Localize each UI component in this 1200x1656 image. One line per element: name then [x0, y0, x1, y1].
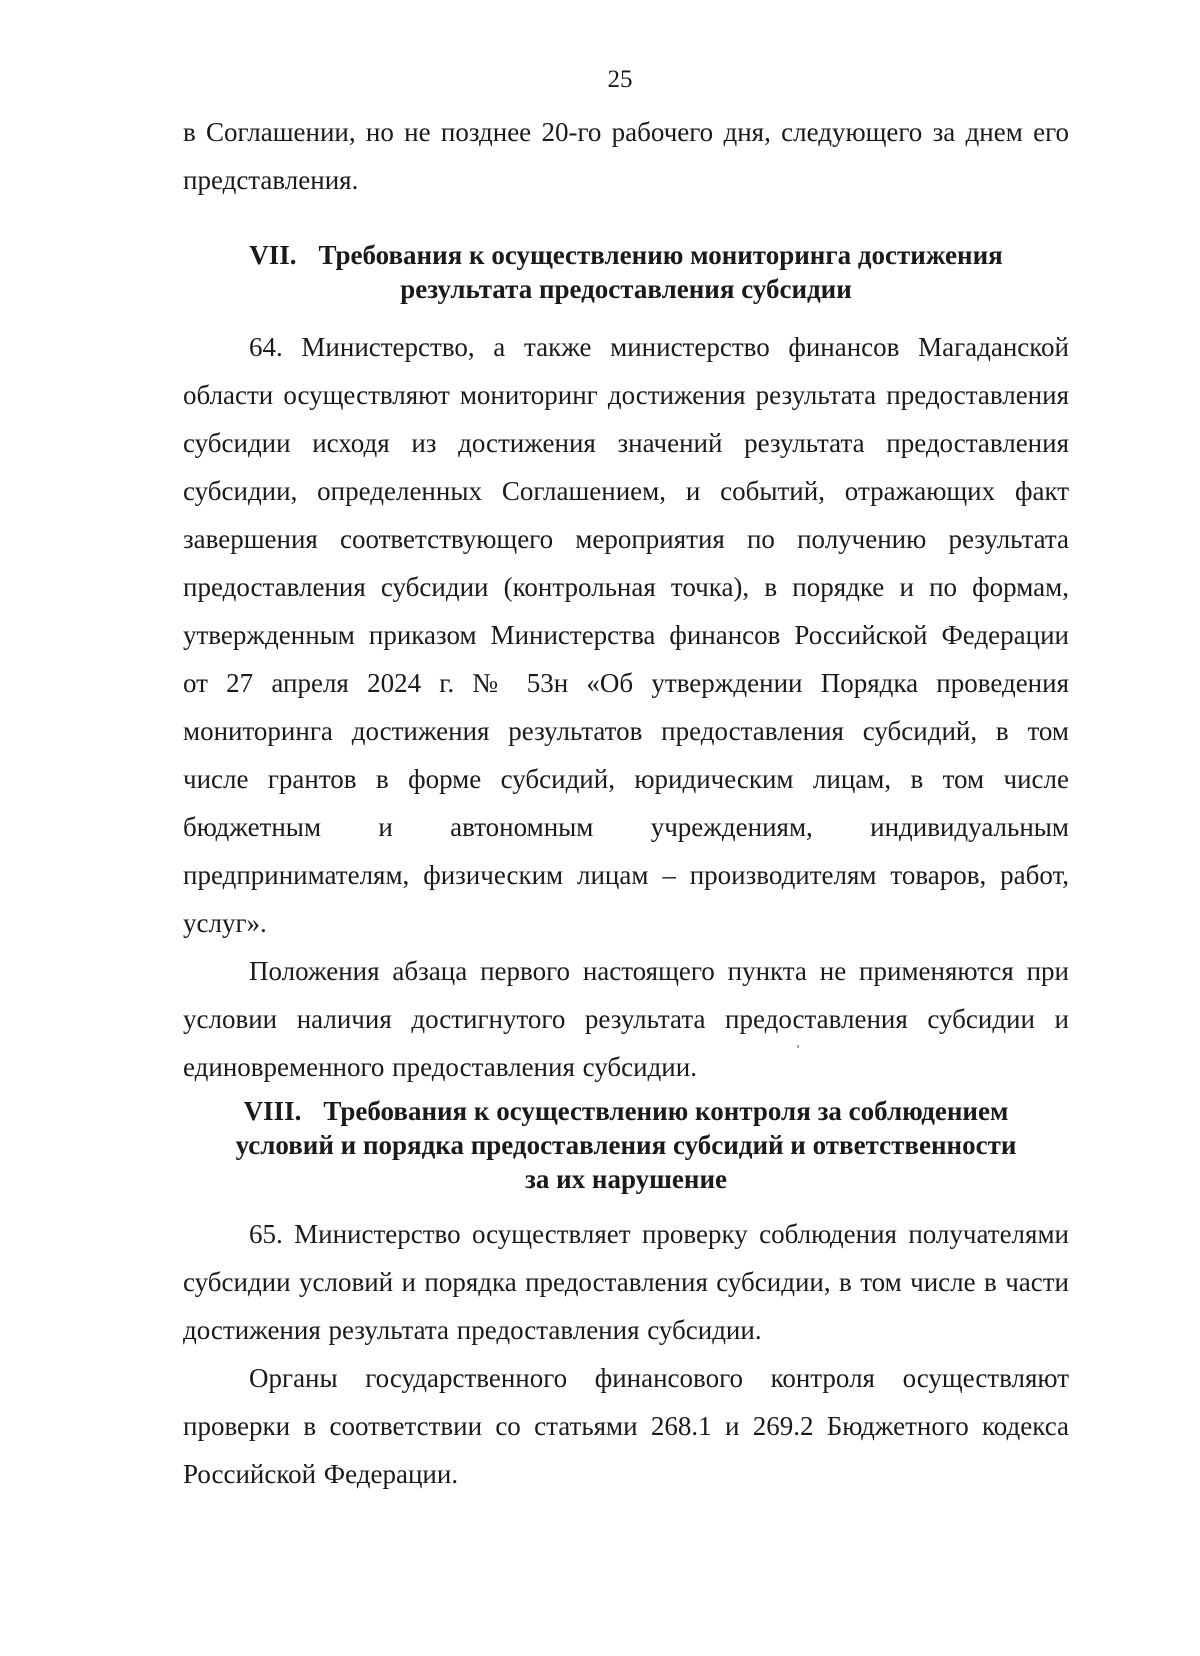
- paragraph-64-note: Положения абзаца первого настоящего пункта не применяются при условии наличия достигнутого результата предоставления субсидии и единовременного предоставления субсидии.: [183, 956, 1069, 1082]
- page-number: 25: [607, 66, 633, 93]
- scan-speck: [797, 1045, 799, 1048]
- paragraph-65: 65. Министерство осуществляет проверку соблюдения получателями субсидии условий и порядка предоставления субсидии, в том числе в части достижения результата предоставления субсидии.: [183, 1219, 1069, 1345]
- section-viii-heading: [183, 1094, 1069, 1196]
- heading-line-1: [183, 238, 1069, 272]
- heading-title-line-3: за их нарушение: [525, 1164, 727, 1194]
- heading-title-line-1: Требования к осуществлению мониторинга достижения: [318, 240, 1003, 270]
- heading-title-line-2: результата предоставления субсидии: [400, 274, 852, 304]
- section-vii-heading: [183, 238, 1069, 306]
- heading-title-line-2: условий и порядка предоставления субсидий и ответственности: [235, 1130, 1017, 1160]
- section-number: VII.: [249, 240, 297, 270]
- section-number: VIII.: [243, 1096, 302, 1126]
- continuation-paragraph: [183, 108, 1069, 204]
- section-viii-body: [183, 1210, 1069, 1498]
- paragraph-65-note: Органы государственного финансового контроля осуществляют проверки в соответствии со статьями 268.1 и 269.2 Бюджетного кодекса Российской Федерации.: [183, 1363, 1069, 1489]
- section-vii-body: [183, 323, 1069, 1091]
- heading-title-line-1: Требования к осуществлению контроля за соблюдением: [323, 1096, 1009, 1126]
- paragraph-text: в Соглашении, но не позднее 20-го рабочего дня, следующего за днем его представления.: [183, 117, 1069, 195]
- paragraph-64: 64. Министерство, а также министерство финансов Магаданской области осуществляют мониторинг достижения результата предоставления субсидии исходя из достижения значений результата предоставления субсидии, определенных Соглашением, и событий, отражающих факт завершения соответствующего мероприятия по получению результата предоставления субсидии (контрольная точка), в порядке и по формам, утвержденным приказом Министерства финансов Российской Федерации от 27 апреля 2024 г. № 53н «Об утверждении Порядка проведения мониторинга достижения результатов предоставления субсидий, в том числе грантов в форме субсидий, юридическим лицам, в том числе бюджетным и автономным учреждениям, индивидуальным предпринимателям, физическим лицам – производителям товаров, работ, услуг».: [183, 332, 1069, 938]
- heading-line-1: [183, 1094, 1069, 1128]
